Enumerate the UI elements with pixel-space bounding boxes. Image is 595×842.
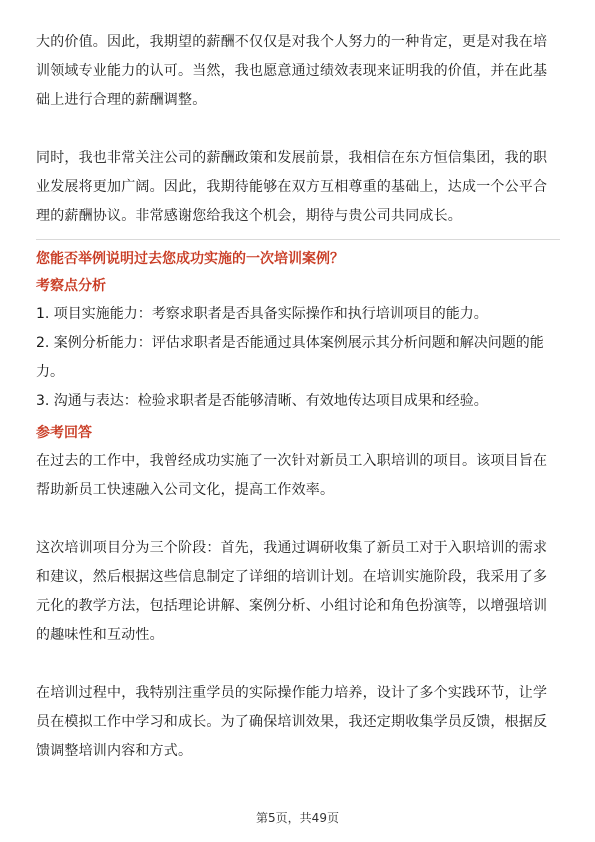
answer-paragraph-1: 在过去的工作中，我曾经成功实施了一次针对新员工入职培训的项目。该项目旨在帮助新员工快速融入公司文化，提高工作效率。	[36, 453, 548, 498]
intro-paragraph-2: 同时，我也非常关注公司的薪酬政策和发展前景，我相信在东方恒信集团，我的职业发展将更加广阔。因此，我期待能够在双方互相尊重的基础上，达成一个公平合理的薪酬协议。非常感谢您给我这个机会，期待与贵公司共同成长。	[36, 150, 548, 224]
page-content	[36, 28, 560, 766]
analysis-heading: 考察点分析	[36, 278, 106, 294]
section-divider	[36, 239, 560, 240]
analysis-item-2: 2. 案例分析能力：评估求职者是否能通过具体案例展示其分析问题和解决问题的能力。	[36, 335, 544, 380]
analysis-item-3: 3. 沟通与表达：检验求职者是否能够清晰、有效地传达项目成果和经验。	[36, 393, 488, 409]
answer-heading: 参考回答	[36, 425, 92, 441]
paragraph-spacer	[36, 115, 560, 144]
paragraph-spacer	[36, 650, 560, 679]
analysis-item-1: 1. 项目实施能力：考察求职者是否具备实际操作和执行培训项目的能力。	[36, 306, 488, 322]
paragraph-spacer	[36, 505, 560, 534]
page-number: 第5页，共49页	[256, 811, 339, 825]
answer-paragraph-3: 在培训过程中，我特别注重学员的实际操作能力培养，设计了多个实践环节，让学员在模拟工作中学习和成长。为了确保培训效果，我还定期收集学员反馈，根据反馈调整培训内容和方式。	[36, 685, 548, 759]
intro-paragraph-1: 大的价值。因此，我期望的薪酬不仅仅是对我个人努力的一种肯定，更是对我在培训领域专业能力的认可。当然，我也愿意通过绩效表现来证明我的价值，并在此基础上进行合理的薪酬调整。	[36, 34, 548, 108]
answer-paragraph-2: 这次培训项目分为三个阶段：首先，我通过调研收集了新员工对于入职培训的需求和建议，然后根据这些信息制定了详细的培训计划。在培训实施阶段，我采用了多元化的教学方法，包括理论讲解、案例分析、小组讨论和角色扮演等，以增强培训的趣味性和互动性。	[36, 540, 548, 643]
question-title: 您能否举例说明过去您成功实施的一次培训案例？	[36, 251, 344, 267]
